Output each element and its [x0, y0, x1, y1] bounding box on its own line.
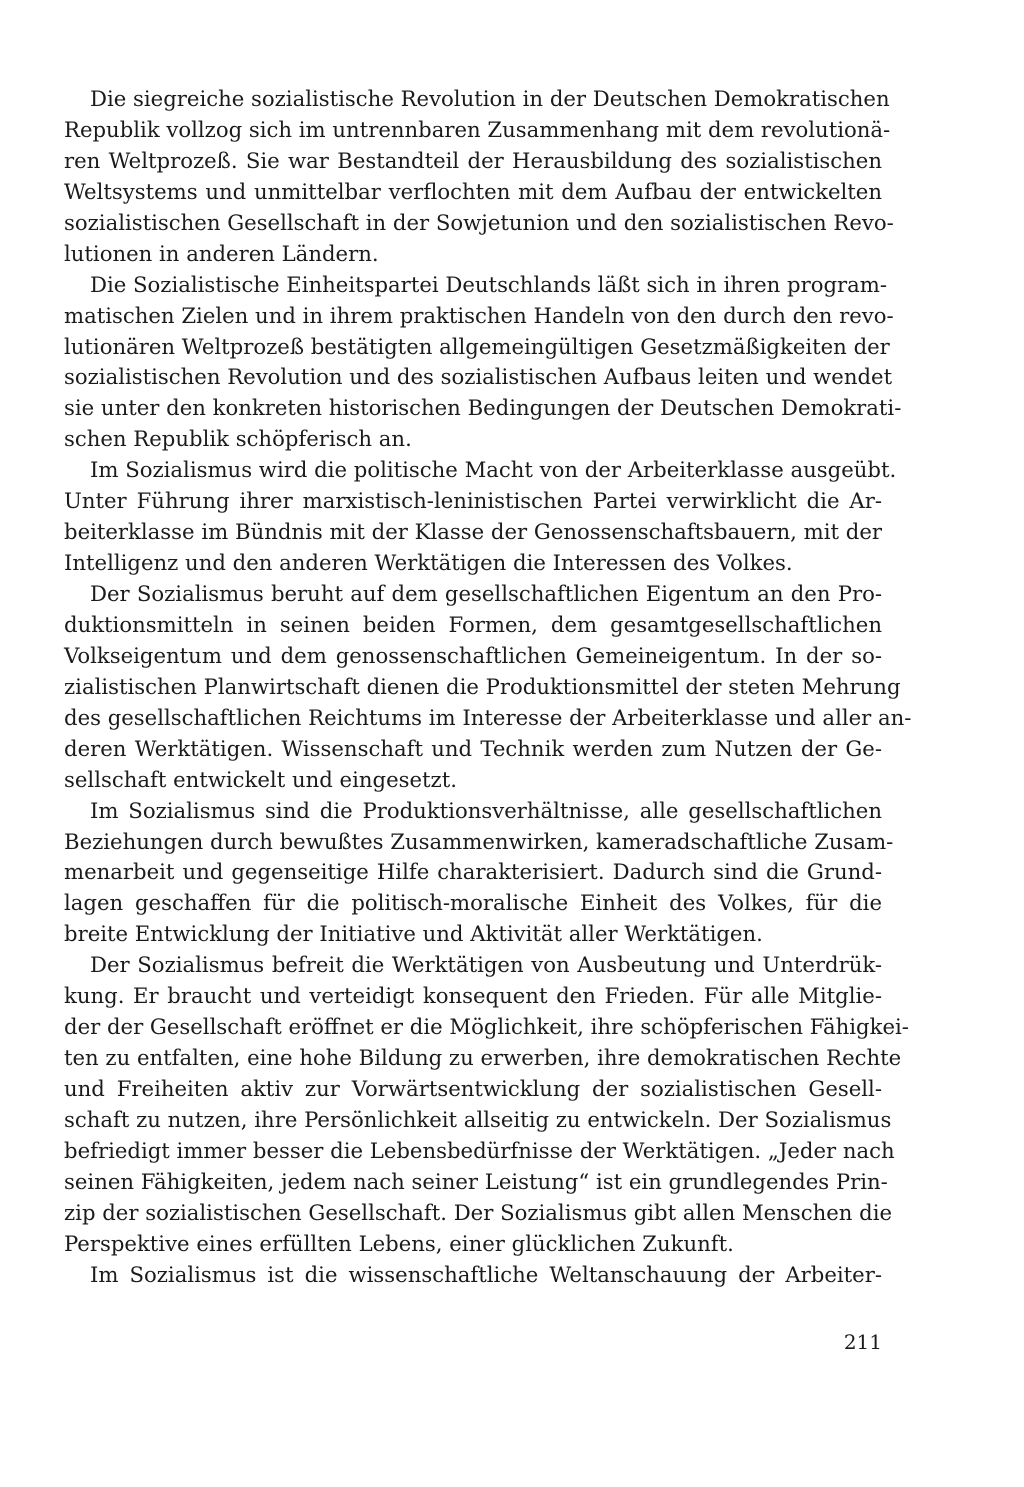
- text-line: duktionsmitteln in seinen beiden Formen, dem gesamtgesellschaftlichen: [64, 611, 882, 637]
- text-line: Die siegreiche sozialistische Revolution in der Deutschen Demokratischen: [90, 86, 890, 111]
- text-line: Im Sozialismus wird die politische Macht von der Arbeiterklasse ausgeübt.: [90, 457, 897, 483]
- text-line: sozialistischen Gesellschaft in der Sowjetunion und den sozialistischen Revo-: [64, 209, 894, 235]
- text-line: breite Entwicklung der Initiative und Aktivität aller Werktätigen.: [64, 921, 763, 947]
- text-line: Republik vollzog sich im untrennbaren Zusammenhang mit dem revolutionä-: [64, 116, 891, 142]
- text-line: zialistischen Planwirtschaft dienen die Produktionsmittel der steten Mehrung: [64, 673, 901, 699]
- text-line: Unter Führung ihrer marxistisch-leninistischen Partei verwirklicht die Ar-: [64, 488, 882, 514]
- text-line: schen Republik schöpferisch an.: [64, 426, 412, 452]
- text-line: lagen geschaffen für die politisch-moralische Einheit des Volkes, für die: [64, 890, 882, 916]
- text-line: zip der sozialistischen Gesellschaft. Der Sozialismus gibt allen Menschen die: [64, 1199, 893, 1225]
- paragraph: [64, 796, 894, 951]
- text-line: des gesellschaftlichen Reichtums im Interesse der Arbeiterklasse und aller an-: [64, 704, 912, 730]
- text-line: Der Sozialismus beruht auf dem gesellschaftlichen Eigentum an den Pro-: [90, 581, 882, 606]
- text-line: menarbeit und gegenseitige Hilfe charakterisiert. Dadurch sind die Grund-: [64, 859, 882, 885]
- paragraph: [64, 84, 894, 270]
- text-line: Weltsystems und unmittelbar verflochten mit dem Aufbau der entwickelten: [64, 178, 882, 204]
- text-line: seinen Fähigkeiten, jedem nach seiner Leistung“ ist ein grundlegendes Prin-: [64, 1168, 888, 1194]
- text-line: ten zu entfalten, eine hohe Bildung zu erwerben, ihre demokratischen Rechte: [64, 1045, 902, 1071]
- text-line: lutionären Weltprozeß bestätigten allgemeingültigen Gesetzmäßigkeiten der: [64, 333, 890, 359]
- text-line: schaft zu nutzen, ihre Persönlichkeit allseitig zu entwickeln. Der Sozialismus: [64, 1106, 892, 1132]
- page-number: 211: [843, 1330, 882, 1354]
- body-text: [64, 84, 912, 1291]
- paragraph: [64, 270, 902, 456]
- paragraph: [64, 455, 897, 579]
- text-line: sie unter den konkreten historischen Bedingungen der Deutschen Demokrati-: [64, 395, 902, 421]
- paragraph: [64, 579, 912, 796]
- text-line: Die Sozialistische Einheitspartei Deutschlands läßt sich in ihren program-: [90, 271, 888, 297]
- text-line: Volkseigentum und dem genossenschaftlichen Gemeineigentum. In der so-: [64, 642, 882, 668]
- text-line: matischen Zielen und in ihrem praktischen Handeln von den durch den revo-: [64, 302, 894, 328]
- text-line: Im Sozialismus sind die Produktionsverhältnisse, alle gesellschaftlichen: [90, 797, 882, 823]
- text-line: Intelligenz und den anderen Werktätigen die Interessen des Volkes.: [64, 550, 793, 576]
- paragraph: [64, 1260, 882, 1291]
- text-line: beiterklasse im Bündnis mit der Klasse der Genossenschaftsbauern, mit der: [64, 519, 882, 545]
- text-line: kung. Er braucht und verteidigt konsequent den Frieden. Für alle Mitglie-: [64, 983, 882, 1009]
- text-line: ren Weltprozeß. Sie war Bestandteil der Herausbildung des sozialistischen: [64, 147, 882, 173]
- text-line: lutionen in anderen Ländern.: [64, 240, 379, 266]
- text-line: der der Gesellschaft eröffnet er die Möglichkeit, ihre schöpferischen Fähigkei-: [64, 1014, 909, 1040]
- paragraph: [64, 950, 909, 1259]
- text-line: Perspektive eines erfüllten Lebens, einer glücklichen Zukunft.: [64, 1230, 734, 1256]
- text-line: und Freiheiten aktiv zur Vorwärtsentwicklung der sozialistischen Gesell-: [64, 1076, 882, 1101]
- text-line: sellschaft entwickelt und eingesetzt.: [64, 766, 457, 792]
- text-line: Der Sozialismus befreit die Werktätigen von Ausbeutung und Unterdrük-: [90, 952, 882, 978]
- text-line: deren Werktätigen. Wissenschaft und Technik werden zum Nutzen der Ge-: [64, 735, 882, 761]
- text-line: Im Sozialismus ist die wissenschaftliche Weltanschauung der Arbeiter-: [90, 1261, 882, 1287]
- text-line: Beziehungen durch bewußtes Zusammenwirken, kameradschaftliche Zusam-: [64, 828, 894, 854]
- text-line: befriedigt immer besser die Lebensbedürfnisse der Werktätigen. „Jeder nach: [64, 1137, 895, 1163]
- text-line: sozialistischen Revolution und des sozialistischen Aufbaus leiten und wendet: [64, 364, 893, 390]
